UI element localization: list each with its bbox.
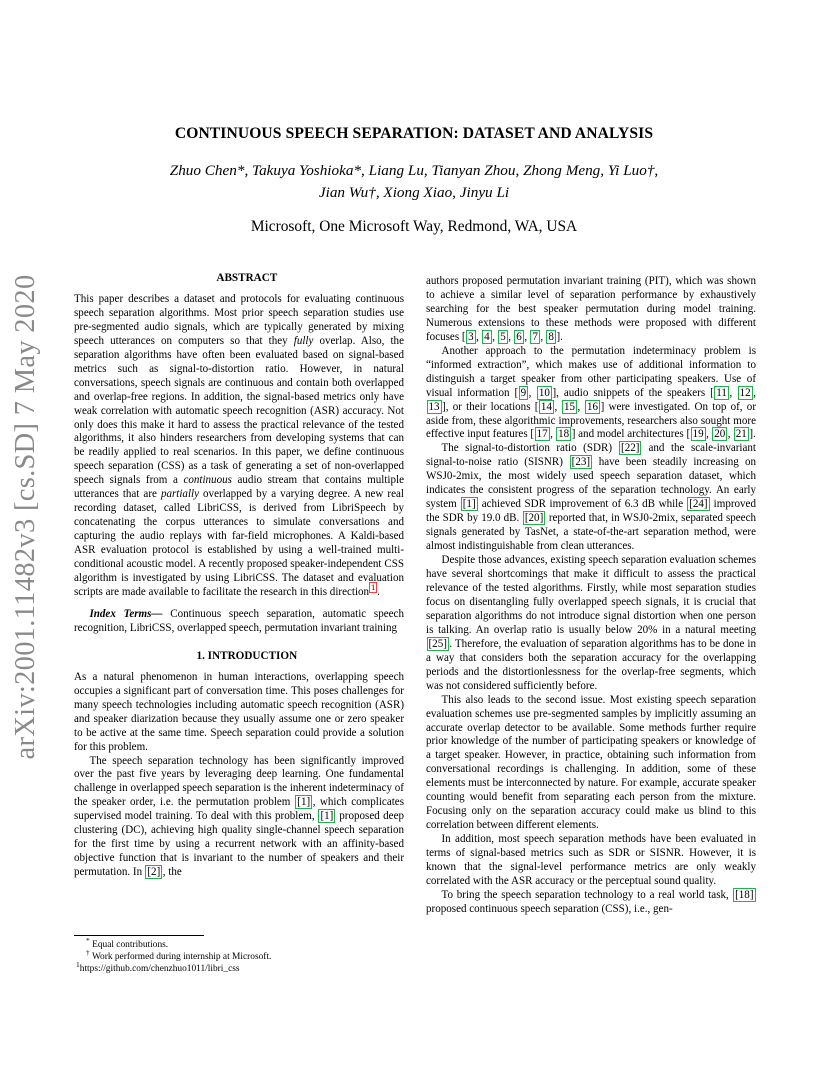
abstract-text <box>74 293 404 600</box>
citation-link[interactable]: [18] <box>735 888 754 901</box>
right-paragraph-3 <box>426 442 756 554</box>
abstract-part: overlapped by a varying degree. A new real recording dataset, called LibriCSS, is derived from LibriSpeech by concatenating the corpus utterances to simulate conversations and capturing the audio replays with far-field microphones. A Kaldi-based ASR evaluation protocol is established by using a well-trained multi-conditional acoustic model. A recently proposed speaker-independent CSS algorithm is investigated by using LibriCSS. The dataset and evaluation scripts are made available to facilitate the research in this direction <box>74 488 404 598</box>
abstract-emphasis: continuous <box>183 474 232 487</box>
citation-link[interactable]: [1] <box>297 796 311 809</box>
citation-link[interactable]: 11 <box>716 386 727 399</box>
index-terms-text: Continuous speech separation, automatic speech recognition, LibriCSS, overlapped speech, permutation invariant training <box>74 607 404 634</box>
footnote-text: Work performed during internship at Microsoft. <box>91 952 272 963</box>
citation-link[interactable]: 17 <box>536 428 548 441</box>
index-terms-label: Index Terms— <box>89 607 163 620</box>
text-part: authors proposed permutation invariant training (PIT), which was shown to achieve a similar level of separation performance by exhaustively searching for the best speaker permutation during model training. Numerous extensions to these methods were proposed with different focuses <box>426 275 756 343</box>
abstract-part: audio stream that contains multiple utterances that are <box>74 474 404 501</box>
citation-link[interactable]: [25] <box>428 637 447 650</box>
text-part: . <box>560 330 563 343</box>
citation-link[interactable]: [24] <box>689 498 708 511</box>
footnote-dataset-url <box>74 960 404 975</box>
citation-link[interactable]: 16 <box>587 400 599 413</box>
citation-link[interactable]: 9 <box>520 386 527 399</box>
footnote-mark: 1 <box>76 960 80 970</box>
affiliation: Microsoft, One Microsoft Way, Redmond, WA, USA <box>250 218 578 235</box>
abstract-emphasis: partially <box>160 488 199 501</box>
citation-link[interactable]: [23] <box>571 456 591 469</box>
footnotes <box>74 935 404 976</box>
text-part: , the <box>162 866 182 879</box>
introduction-heading: 1. INTRODUCTION <box>196 649 298 662</box>
intro-paragraph-1: As a natural phenomenon in human interactions, overlapping speech occupies a significant part of conversation time. This poses challenges for many speech technologies including automatic speech recognition (ASR) and speaker diarization because they usually assume one or zero speaker to be active at the same time. Speech separation could provide a solution for this problem. <box>74 670 404 753</box>
text-part: reported that, in WSJ0-2mix, separated speech signals generated by TasNet, a state-of-the-art separation method, were almost indistinguishable from clean utterances. <box>426 512 756 553</box>
abstract-part: overlap. Also, the separation algorithms have often been evaluated based on signal-based metrics such as signal-to-distortion ratio. However, in natural conversations, speech signals are continuous and contain both overlapped and overlap-free regions. In addition, the signal-based metrics only have weak correlation with automatic speech recognition (ASR) accuracy. Not only does this make it hard to assess the practical relevance of the tested algorithms, it also hinders researchers from developing systems that can be readily applied to real scenarios. In this paper, we define continuous speech separation (CSS) as a task of generating a set of non-overlapped speech signals from a <box>74 334 404 487</box>
right-paragraph-6: In addition, most speech separation methods have been evaluated in terms of signal-based metrics such as SDR or SISNR. However, it is known that the signal-level performance metrics are only weakly correlated with the ASR accuracy or the perceptual sound quality. <box>426 833 756 887</box>
citation-link[interactable]: 18 <box>558 428 570 441</box>
authors-line-2: Jian Wu†, Xiong Xiao, Jinyu Li <box>318 184 510 201</box>
left-column <box>74 272 404 880</box>
footnote-text: Equal contributions. <box>92 940 169 950</box>
right-paragraph-7 <box>426 889 756 917</box>
index-terms <box>74 608 404 636</box>
right-paragraph-4 <box>426 554 756 694</box>
citation-link[interactable]: 21 <box>735 428 747 441</box>
text-part: To bring the speech separation technology to a real world task, <box>441 888 733 901</box>
citation-link[interactable]: 10 <box>538 386 550 399</box>
citation-link[interactable]: 3 <box>468 330 474 343</box>
text-part: , which complicates supervised model training. To deal with this problem, <box>74 796 404 823</box>
arxiv-side-identifier <box>2 274 50 760</box>
footnote-internship <box>74 948 404 963</box>
right-paragraph-5: This also leads to the second issue. Most existing speech separation evaluation schemes use pre-segmented samples by implicitly assuming an accurate overlap detector to be available. Some methods further require prior knowledge of the number of participating speakers or knowledge of a target speaker. However, in practice, obtaining such information from conversational recordings is challenging. In addition, some of these elements must be interconnected by nature. For example, accurate speaker counting would benefit from separating each person from the mixture. Focusing only on the separation accuracy could make us blind to this correlation between different elements. <box>426 693 756 832</box>
text-part: achieved SDR improvement of 6.3 dB while <box>478 498 687 511</box>
text-part: , or their locations <box>445 400 535 413</box>
authors-line-1: Zhuo Chen*, Takuya Yoshioka*, Liang Lu, Tianyan Zhou, Zhong Meng, Yi Luo†, <box>169 162 659 179</box>
abstract-heading: ABSTRACT <box>216 272 278 284</box>
citation-link[interactable]: 7 <box>532 330 538 343</box>
text-part: . Therefore, the evaluation of separation algorithms has to be done in a way that considers both the separation accuracy for the overlapping periods and the distortionlessness for the overlap-free segments, which was not considered sufficiently before. <box>426 637 756 692</box>
intro-paragraph-2 <box>74 755 404 881</box>
text-part: proposed continuous speech separation (CSS), i.e., gen- <box>426 902 673 915</box>
footnote-equal-contribution <box>74 935 404 951</box>
abstract-part: . <box>377 585 380 598</box>
text-part: The signal-to-distortion ratio (SDR) <box>441 442 619 455</box>
text-part: have been steadily increasing on WSJ0-2mix, the most widely used speech separation dataset, which indicates the consistent progress of the separation technology. An early system <box>426 456 756 511</box>
abstract-emphasis: fully <box>293 334 314 347</box>
paper-title: CONTINUOUS SPEECH SEPARATION: DATASET AND ANALYSIS <box>174 125 654 142</box>
citation-link[interactable]: 5 <box>500 330 506 343</box>
citation-link[interactable]: [20] <box>524 512 544 525</box>
citation-link[interactable]: 12 <box>739 386 751 399</box>
text-part: . <box>753 428 756 441</box>
citation-link[interactable]: 8 <box>548 330 554 343</box>
citation-link[interactable]: [22] <box>621 442 640 455</box>
citation-link[interactable]: 15 <box>563 400 576 413</box>
citation-link[interactable]: 20 <box>714 428 726 441</box>
right-paragraph-1: authors proposed permutation invariant training (PIT), which was shown to achieve a similar level of separation performance by exhaustively searching for the best speaker permutation during model training. Numerous extensions to these methods were proposed with different focuses [ 3 , 4 , 5 , 6 , 7 , 8 ]. <box>426 275 756 343</box>
footnote-rule <box>74 935 204 936</box>
text-part: proposed deep clustering (DC), achieving high quality single-channel speech separation for the first time by using a recurrent network with an affinity-based objective function that is invariant to the number of speakers and their permutation. In <box>74 810 405 879</box>
text-part: The speech separation technology has been significantly improved over the past five years by leveraging deep learning. One fundamental challenge in overlapped speech separation is the inherent indeterminacy of the speaker order, i.e. the permutation problem <box>74 754 404 809</box>
arxiv-identifier-text: arXiv:2001.11482v3 [cs.SD] 7 May 2020 <box>10 274 41 760</box>
citation-link[interactable]: [1] <box>320 810 334 823</box>
text-part: , audio snippets of the speakers <box>556 386 711 399</box>
footnote-mark: † <box>86 948 90 958</box>
right-paragraph-2: Another approach to the permutation indeterminacy problem is “informed extraction”, which makes use of additional information to distinguish a target speaker from other participating speakers. Use of visual information [ 9 , 10 ], audio snippets of the speakers [ 11 , 12 , 13 ], or their locations [ 14 , 15 , 16 ] were investigated. On top of, or aside from, these algorithmic improvements, researchers also sought more effective input features [ 17 , 18 ] and model architectures [ 19 , 20 , 21 ]. <box>426 344 756 441</box>
footnote-url-link[interactable]: https://github.com/chenzhuo1011/libri_css <box>79 964 240 975</box>
citation-link[interactable]: 6 <box>516 330 522 343</box>
footnote-mark: * <box>86 935 90 945</box>
text-part: were investigated. On top of, or aside from, these algorithmic improvements, researchers also sought more effective input features <box>426 400 756 441</box>
footnote-link-1[interactable]: 1 <box>371 583 376 593</box>
citation-link[interactable]: 14 <box>540 400 552 413</box>
right-column <box>426 275 756 917</box>
citation-link[interactable]: 19 <box>692 428 704 441</box>
citation-link[interactable]: 13 <box>428 400 440 413</box>
text-part: Another approach to the permutation indeterminacy problem is “informed extraction”, which makes use of additional information to distinguish a target speaker from other participating speakers. Use of visual information <box>426 344 756 399</box>
abstract-part: This paper describes a dataset and protocols for evaluating continuous speech separation algorithms. Most prior speech separation studies use pre-segmented audio signals, which are typically generated by mixing speech utterances on computers so that they <box>74 292 404 347</box>
text-part: and model architectures <box>575 428 687 441</box>
text-part: and the scale-invariant signal-to-noise ratio (SISNR) <box>426 442 756 469</box>
text-part: Despite those advances, existing speech separation evaluation schemes have several shortcomings that make it difficult to assess the practical relevance of the tested algorithms. Firstly, while most separation studies focus on disentangling fully overlapped speech signals, it is crucial that separation algorithms do not introduce signal distortion when one person is talking. An overlap ratio is usually below 20% in a natural meeting <box>426 554 756 636</box>
citation-link[interactable]: [2] <box>147 866 161 879</box>
author-list <box>60 160 768 204</box>
citation-link[interactable]: 4 <box>484 330 490 343</box>
text-part: improved the SDR by 19.0 dB. <box>426 498 756 525</box>
citation-link[interactable]: [1] <box>462 498 476 511</box>
